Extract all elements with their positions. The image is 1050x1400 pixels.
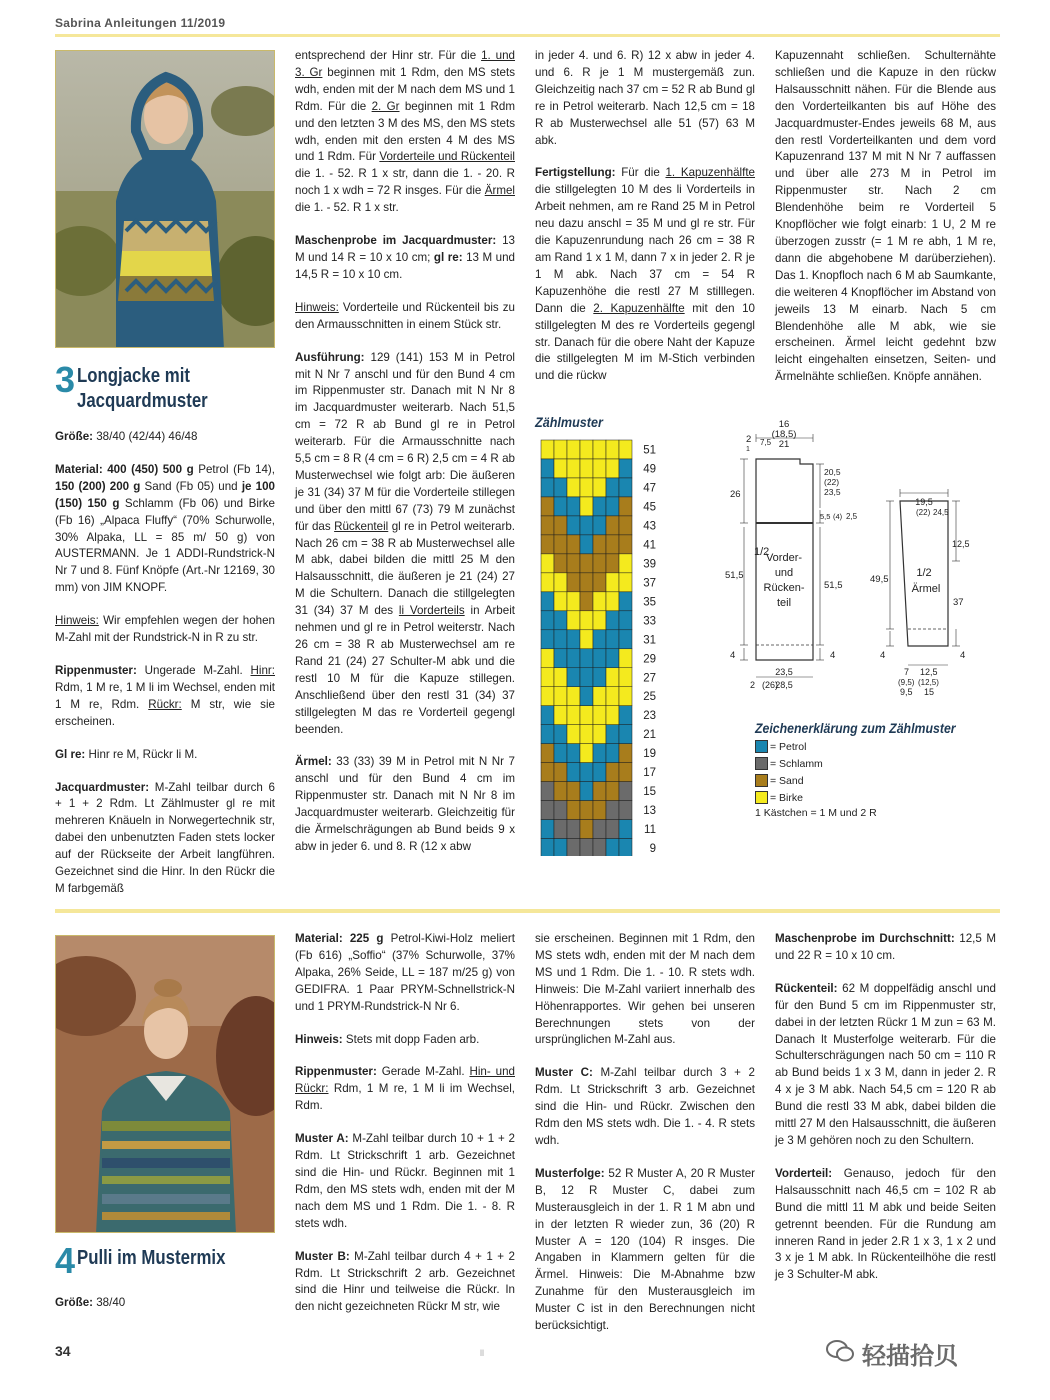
section-divider	[55, 909, 1000, 913]
chart-cell	[619, 611, 632, 630]
chart-cell	[593, 611, 606, 630]
chart-cell	[619, 630, 632, 649]
chart-row-label: 23	[643, 710, 656, 723]
p3-col2-paragraph: entsprechend der Hinr str. Für die 1. und 3. Gr beginnen mit 1 Rdm, den MS stets wdh, enden mit der M nach dem MS und 1 Rdm. Für die 2. Gr beginnen mit 1 Rdm und den letzten 3 M des MS, den MS stets wdh, enden mit den ersten 4 M des MS und 1 Rdm. Für Vorderteile und Rückenteil die 1. - 52. R 1 x str, dann die 1. - 20. R noch 1 x wdh = 72 R insges. Für die Ärmel die 1. - 52. R 1 x str.	[295, 49, 516, 215]
chart-cell	[593, 459, 606, 478]
chart-cell	[567, 440, 580, 459]
chart-cell	[541, 592, 554, 611]
chart-cell	[541, 687, 554, 706]
chart-cell	[619, 592, 632, 611]
chart-row-label: 17	[643, 767, 656, 780]
chart-cell	[593, 535, 606, 554]
chart-cell	[567, 592, 580, 611]
chart-cell	[606, 801, 619, 820]
dim-24-5: 24,5	[933, 508, 949, 517]
p4-col2-paragraph: Muster A: M-Zahl teilbar durch 10 + 1 + 2 Rdm. Lt Strickschrift 1 arb. Gezeichnet sind die Hin- und Rückr. Beginnen mit 1 Rdm, den MS stets wdh, enden mit der M nach dem MS und 1 Rdm. Die 1. - 8. R stets wdh.	[295, 1132, 515, 1230]
chart-row-label: 19	[643, 748, 656, 761]
chart-cell	[580, 839, 593, 856]
chart-cell	[593, 554, 606, 573]
chart-cell	[554, 440, 567, 459]
chart-cell	[606, 649, 619, 668]
legend-swatch	[755, 774, 768, 787]
dim-4: (4)	[833, 512, 843, 521]
dim-5-5: 5,5	[820, 512, 831, 521]
chart-cell	[580, 630, 593, 649]
project3-title-line2: Jacquardmuster	[77, 390, 208, 412]
legend-item	[755, 774, 804, 787]
chart-cell	[606, 535, 619, 554]
chart-cell	[554, 478, 567, 497]
chart-cell	[593, 630, 606, 649]
chart-cell	[606, 573, 619, 592]
chart-cell	[619, 459, 632, 478]
chart-cell	[606, 744, 619, 763]
chart-cell	[554, 573, 567, 592]
chart-cell	[593, 497, 606, 516]
body-label-4: Rücken-	[763, 582, 805, 594]
chart-cell	[580, 459, 593, 478]
chart-row-label: 31	[643, 634, 656, 647]
chart-cell	[554, 725, 567, 744]
chart-cell	[541, 668, 554, 687]
dim-23-5-bottom: 23,5	[775, 667, 793, 677]
chart-cell	[554, 592, 567, 611]
p4-col2-paragraph: Muster B: M-Zahl teilbar durch 4 + 1 + 2 Rdm. Lt Strickschrift 2 arb. Gezeichnet sind die Hinr und teilweise die Rückr. In den nicht gezeichneten Rückr M str, wie	[295, 1249, 515, 1314]
chart-cell	[606, 611, 619, 630]
legend-label: = Schlamm	[770, 757, 823, 770]
colour-chart	[535, 436, 685, 856]
p3-col4-paragraph: Kapuzennaht schließen. Schulternähte schließen und die Kapuze in den rückw Halsausschnitt nähen. Für die Blende aus den Vorderteilkanten bis auf Höhe des Jacquardmuster-Endes jeweils 68 M, aus den restl Vorderteilkanten und dem vord Kapuzenrand 137 M mit N Nr 7 auffassen und über alle 273 M in Petrol im Rippenmuster str. Nach 2 cm Blendenhöhe beim re Vorderteil 5 Knopflöcher wie folgt einarb: 1 U, 2 M re überzogen zusstr (= 1 M re abh, 1 M re, dann die abgehobene M darüberziehen). Das 1. Knopfloch nach 6 M ab Saumkante, die weiteren 4 Knopflöcher im Abstand von jeweils 13 M einarb. Nach 5 cm Blendenhöhe alle M abk, wie sie erscheinen. Ärmel leicht gedehnt bzw leicht eingehalten einsetzen, Seiten- und Ärmelnähte schließen. Knöpfe annähen.	[775, 49, 996, 384]
chart-cell	[541, 497, 554, 516]
watermark: 轻描拾贝	[862, 1342, 958, 1370]
dim-21: 21	[778, 439, 790, 450]
chart-cell	[567, 535, 580, 554]
dim-4-right: 4	[830, 650, 836, 661]
p4-col4-paragraph: Rückenteil: 62 M doppelfädig anschl und für den Bund 5 cm im Rippenmuster str, dabei in der letzten Rückr 1 M zun = 63 M. Danach lt Musterfolge weiterarb. Für die Schulterschrägungen nach 50 cm = 110 R ab Bund beids 1 x 3 M, dann in jeder 2. R 4 x je 3 M abk. Nach 54,5 cm = 120 R ab Bund die restl 33 M abk, dabei bilden die mittl 27 M den Halsausschnitt, die äußeren je 3 M gehören noch zu den Schultern.	[775, 981, 996, 1147]
chart-cell	[619, 649, 632, 668]
dim-9-5-paren: (9,5)	[898, 678, 915, 687]
chart-row-label: 39	[643, 558, 656, 571]
chart-cell	[580, 535, 593, 554]
legend-item	[755, 740, 806, 753]
chart-cell	[567, 554, 580, 573]
chart-cell	[554, 668, 567, 687]
p3-col3-paragraph: in jeder 4. und 6. R) 12 x abw in jeder 4. und 6. R je 1 M mustergemäß zun. Gleichzeitig nach 37 cm = 52 R ab Bund gl re in Petrol weiterarb. Nach 12,5 cm = 18 R ab Musterwechsel alle 51 (57) 63 M abk.	[535, 49, 755, 147]
project4-size	[55, 1295, 275, 1312]
chart-cell	[593, 573, 606, 592]
footer-center-mark: ll	[480, 1348, 484, 1358]
chart-cell	[541, 535, 554, 554]
chart-cell	[593, 478, 606, 497]
garment-schematic	[720, 415, 980, 705]
chart-cell	[554, 706, 567, 725]
chart-cell	[593, 801, 606, 820]
chart-cell	[593, 839, 606, 856]
legend-label: = Sand	[770, 774, 804, 787]
p3-col1-paragraph: Jacquardmuster: M-Zahl teilbar durch 6 + 1 + 2 Rdm. Lt Zählmuster gl re mit mehreren Knäueln in Norwegertechnik str, dabei den unbenutzten Faden stets locker auf der Rückseite der Arbeit langführen. Gezeichnet sind die Hinr. In den Rückr die M farbgemäß	[55, 780, 275, 895]
legend-note: 1 Kästchen = 1 M und 2 R	[755, 807, 877, 819]
sleeve-label-2: Ärmel	[911, 583, 941, 595]
dim-2-bottom: 2	[750, 680, 756, 690]
dim-4-sleeve-left: 4	[880, 650, 886, 661]
chart-cell	[541, 782, 554, 801]
chart-cell	[567, 839, 580, 856]
chart-cell	[619, 440, 632, 459]
chart-cell	[593, 687, 606, 706]
chart-cell	[606, 630, 619, 649]
chart-cell	[554, 744, 567, 763]
chart-cell	[593, 440, 606, 459]
body-label-3: und	[774, 567, 794, 579]
dim-12-5: 12,5	[952, 539, 970, 549]
chart-cell	[567, 744, 580, 763]
chart-cell	[554, 820, 567, 839]
chart-cell	[541, 744, 554, 763]
legend-item	[755, 791, 803, 804]
project3-photo	[55, 50, 275, 348]
chart-cell	[580, 763, 593, 782]
chart-row-label: 47	[643, 482, 656, 495]
chart-cell	[567, 801, 580, 820]
chart-cell	[619, 497, 632, 516]
chart-cell	[580, 706, 593, 725]
magazine-header: Sabrina Anleitungen 11/2019	[55, 16, 226, 30]
dim-26: 26	[730, 489, 741, 500]
chart-cell	[606, 820, 619, 839]
chart-cell	[606, 725, 619, 744]
chart-cell	[606, 592, 619, 611]
legend-label: = Birke	[770, 791, 803, 804]
chart-cell	[554, 497, 567, 516]
chart-cell	[606, 459, 619, 478]
chart-cell	[619, 478, 632, 497]
chart-cell	[567, 687, 580, 706]
chart-cell	[554, 801, 567, 820]
chart-cell	[567, 459, 580, 478]
chart-cell	[580, 668, 593, 687]
chart-cell	[619, 839, 632, 856]
dim-16: 16	[778, 419, 790, 430]
chart-row-label: 27	[643, 672, 656, 685]
chart-cell	[619, 668, 632, 687]
page-number: 34	[55, 1343, 71, 1359]
body-label-2: Vorder-	[765, 552, 803, 564]
dim-12-5-bottom: 12,5	[920, 667, 938, 677]
chart-title: Zählmuster	[535, 414, 603, 430]
chart-cell	[541, 839, 554, 856]
chart-cell	[580, 782, 593, 801]
chart-cell	[580, 573, 593, 592]
chart-cell	[606, 782, 619, 801]
chart-cell	[580, 440, 593, 459]
p3-col1-paragraph: Material: 400 (450) 500 g Petrol (Fb 14), 150 (200) 200 g Sand (Fb 05) und je 100 (150) 150 g Schlamm (Fb 06) und Birke (Fb 16) „Alpaca Fluffy“ (70% Schurwolle, 30% Alpaka, LL = 85 m/ 50 g) von AUSTERMANN. Je 1 ADDI-Rundstrick-N Nr 7 und 8. Fünf Knöpfe (Art.-Nr 12169, 30 mm) von JIM KNOPF.	[55, 462, 276, 595]
chart-cell	[593, 649, 606, 668]
project4-column-3	[535, 931, 755, 1335]
chart-cell	[580, 497, 593, 516]
chart-row-label: 29	[643, 653, 656, 666]
project4-size-text: Größe: 38/40	[55, 1296, 126, 1309]
chart-row-label: 33	[643, 615, 656, 628]
chart-cell	[619, 687, 632, 706]
project4-number: 4	[55, 1240, 76, 1281]
header-divider	[55, 34, 1000, 37]
legend-item	[755, 757, 823, 770]
chart-cell	[619, 535, 632, 554]
chart-cell	[541, 611, 554, 630]
project3-column-4	[775, 48, 996, 386]
chart-cell	[580, 592, 593, 611]
dim-26-bottom: (26)	[762, 680, 779, 690]
p3-col2-paragraph: Hinweis: Vorderteile und Rückenteil bis zu den Armausschnitten in einem Stück str.	[295, 300, 515, 331]
p4-col3-paragraph: Muster C: M-Zahl teilbar durch 3 + 2 Rdm. Lt Strickschrift 3 arb. Gezeichnet sind die Hin- und Rückr. Zwischen den Rdm den MS stets wdh. Die 1. - 4. R stets wdh.	[535, 1066, 755, 1147]
chart-cell	[606, 497, 619, 516]
chart-cell	[619, 744, 632, 763]
chart-cell	[541, 573, 554, 592]
p4-col4-paragraph: Maschenprobe im Durchschnitt: 12,5 M und 22 R = 10 x 10 cm.	[775, 932, 997, 962]
chart-cell	[606, 763, 619, 782]
chart-cell	[580, 554, 593, 573]
dim-22-sleeve: (22)	[916, 508, 931, 517]
chart-cell	[606, 668, 619, 687]
sleeve-label-1: 1/2	[916, 567, 932, 579]
chart-row-label: 43	[643, 520, 656, 533]
chart-cell	[567, 611, 580, 630]
chart-cell	[541, 725, 554, 744]
chart-cell	[554, 763, 567, 782]
project3-title-line1: Longjacke mit	[77, 365, 190, 387]
dim-15: 15	[924, 687, 935, 697]
chart-cell	[593, 668, 606, 687]
chart-cell	[593, 592, 606, 611]
p3-col1-paragraph: Rippenmuster: Ungerade M-Zahl. Hinr: Rdm, 1 M re, 1 M li im Wechsel, enden mit 1 M re, Rdm. Rückr: M str, wie sie erscheinen.	[55, 663, 275, 728]
project3-column-3	[535, 48, 755, 385]
chart-row-label: 51	[643, 444, 656, 457]
chart-cell	[593, 744, 606, 763]
chart-cell	[619, 554, 632, 573]
chart-cell	[580, 649, 593, 668]
chart-cell	[567, 516, 580, 535]
p3-col2-paragraph: Ärmel: 33 (33) 39 M in Petrol mit N Nr 7 anschl und für den Bund 4 cm im Rippenmuster str. Danach mit N Nr 8 im Jacquardmuster weiterarb. Gleichzeitig für die Ärmelschrägungen ab Bund beids 9 x abw in jeder 6. und 8. R (12 x abw	[295, 755, 515, 853]
dim-7-5: 7,5	[760, 438, 772, 447]
legend-label: = Petrol	[770, 740, 807, 753]
chart-cell	[567, 649, 580, 668]
p3-col3-paragraph: Fertigstellung: Für die 1. Kapuzenhälfte die stillgelegten 10 M des li Vorderteils in Arbeit nehmen, am re Rand 25 M in Petrol neu dazu anschl = 35 M und gl re str. Für die Kapuzenrundung nach 26 cm = 38 R am Rand 1 x 1 M, dann 7 x in jeder 2. R je 1 M abk. Nach 37 cm = 54 R Kapuzenhöhe die restl 27 M stilllegen. Dann die 2. Kapuzenhälfte mit den 10 stillgelegten M des re Vorderteils gegengl str. Danach für die obere Naht der Kapuze die stillgelegten M im M-Stich verbinden und die rückw	[535, 166, 755, 383]
chart-cell	[593, 725, 606, 744]
dim-22: (22)	[824, 477, 840, 487]
p4-col3-paragraph: sie erscheinen. Beginnen mit 1 Rdm, den MS stets wdh, enden mit der M nach dem MS und 1 Rdm. Die 1. - 10. R stets wdh. Hinweis: Die M-Zahl variiert innerhalb des Höhenrapportes. Wir gehen bei unseren Berechnungen stets von der ursprünglichen M-Zahl aus.	[535, 932, 755, 1047]
dim-1: 1	[746, 446, 750, 453]
chart-cell	[554, 535, 567, 554]
dim-37: 37	[953, 597, 964, 608]
chart-cell	[619, 516, 632, 535]
chart-cell	[619, 820, 632, 839]
p3-col2-paragraph: Maschenprobe im Jacquardmuster: 13 M und 14 R = 10 x 10 cm; gl re: 13 M und 14,5 R = 10 x 10 cm.	[295, 234, 515, 281]
chart-cell	[541, 478, 554, 497]
project4-column-4	[775, 931, 996, 1284]
chart-cell	[606, 839, 619, 856]
legend-title: Zeichenerklärung zum Zählmuster	[755, 720, 956, 736]
p3-col1-paragraph: Gl re: Hinr re M, Rückr li M.	[55, 747, 198, 761]
chart-cell	[619, 801, 632, 820]
chart-cell	[541, 763, 554, 782]
chart-cell	[606, 706, 619, 725]
chart-row-label: 49	[643, 463, 656, 476]
chart-cell	[567, 820, 580, 839]
chart-cell	[554, 459, 567, 478]
dim-2: 2	[746, 434, 752, 445]
chat-bubble-icon	[826, 1340, 854, 1362]
chart-cell	[554, 687, 567, 706]
chart-cell	[554, 630, 567, 649]
chart-cell	[606, 478, 619, 497]
chart-row-label: 21	[643, 729, 656, 742]
legend-swatch	[755, 791, 768, 804]
chart-cell	[567, 725, 580, 744]
chart-cell	[541, 649, 554, 668]
chart-cell	[606, 554, 619, 573]
dim-4-sleeve-right: 4	[960, 650, 966, 661]
chart-cell	[580, 687, 593, 706]
chart-cell	[580, 611, 593, 630]
chart-row-label: 15	[643, 786, 656, 799]
chart-cell	[554, 516, 567, 535]
p4-col4-paragraph: Vorderteil: Genauso, jedoch für den Halsausschnitt nach 46,5 cm = 102 R ab Bund die mittl 11 M abk und beide Seiten getrennt beenden. Für die Rundung am inneren Rand in jeder 2.R 1 x 3, 1 x 2 und 3 x je 1 M abk. In Rückenteilhöhe die restl je 3 Schulter-M abk.	[775, 1166, 996, 1282]
p3-col2-paragraph: Ausführung: 129 (141) 153 M in Petrol mit N Nr 7 anschl und für den Bund 4 cm im Rippenmuster str. Danach mit N Nr 8 im Jacquardmuster weiterarb. Nach 51,5 cm = 72 R ab Bund gl re in Petrol weiterarb. Für die Armausschnitte nach 5,5 cm = 8 R (4 cm = 6 R) 2,5 cm = 4 R ab Musterwechsel wie folgt arb: Die äußeren je 31 (34) 37 M für die Vorderteile stillegen und über den mittl 67 (73) 79 M zunächst für das Rückenteil gl re in Petrol weiterarb. Nach 26 cm = 38 R ab Musterwechsel alle M abk, dabei bilden die mittl 25 M den Halsausschnitt, die äußeren je 21 (24) 27 M die Schultern. Danach die stillgelegten 31 (34) 37 M des li Vorderteils in Arbeit nehmen und gl re in Petrol weiterstr. Nach 26 cm = 38 R ab Musterwechsel am re Rand 21 (24) 27 Schulter-M abk und die restl 10 M für die Kapuze stillegen. Anschließend über den restl 31 (34) 37 stillgelegten M das re Vorderteil gegengl beenden.	[295, 350, 515, 736]
chart-cell	[606, 440, 619, 459]
dim-7: 7	[904, 667, 910, 677]
chart-cell	[593, 763, 606, 782]
chart-cell	[619, 573, 632, 592]
chart-cell	[593, 782, 606, 801]
chart-cell	[567, 573, 580, 592]
chart-cell	[580, 725, 593, 744]
chart-cell	[554, 611, 567, 630]
chart-cell	[541, 440, 554, 459]
dim-51-5-left: 51,5	[725, 570, 744, 581]
chart-cell	[541, 554, 554, 573]
chart-cell	[619, 706, 632, 725]
chart-cell	[541, 516, 554, 535]
chart-cell	[541, 801, 554, 820]
chart-cell	[580, 801, 593, 820]
chart-row-label: 25	[643, 691, 656, 704]
chart-row-label: 45	[643, 501, 656, 514]
dim-12-5-paren: (12,5)	[918, 678, 939, 687]
dim-2-5: 2,5	[846, 512, 858, 521]
p3-col1-paragraph: Größe: 38/40 (42/44) 46/48	[55, 430, 198, 443]
chart-row-label: 9	[649, 843, 656, 856]
p3-col1-paragraph: Hinweis: Wir empfehlen wegen der hohen M-Zahl mit der Rundstrick-N in R zu str.	[55, 614, 275, 645]
chart-cell	[554, 649, 567, 668]
dim-28-5: 28,5	[775, 680, 793, 690]
chart-cell	[593, 516, 606, 535]
project4-column-2	[295, 931, 515, 1316]
chart-row-label: 35	[643, 596, 656, 609]
body-label-1: 1/2	[754, 546, 770, 558]
chart-cell	[541, 459, 554, 478]
dim-49-5: 49,5	[870, 574, 889, 585]
chart-cell	[580, 744, 593, 763]
chart-row-label: 13	[643, 805, 656, 818]
chart-cell	[554, 554, 567, 573]
chart-cell	[554, 839, 567, 856]
chart-cell	[541, 706, 554, 725]
chart-cell	[606, 516, 619, 535]
chart-cell	[567, 782, 580, 801]
chart-cell	[593, 820, 606, 839]
project3-column-2	[295, 48, 515, 856]
legend-swatch	[755, 757, 768, 770]
chart-cell	[580, 820, 593, 839]
p4-col2-paragraph: Hinweis: Stets mit dopp Faden arb.	[295, 1032, 480, 1046]
dim-23-5: 23,5	[824, 487, 841, 497]
chart-row-label: 41	[643, 539, 656, 552]
chart-cell	[541, 820, 554, 839]
dim-4-left: 4	[730, 650, 736, 661]
dim-19-5: 19,5	[915, 497, 933, 507]
chart-cell	[619, 782, 632, 801]
dim-51-5-right: 51,5	[824, 580, 843, 591]
chart-cell	[580, 516, 593, 535]
chart-cell	[567, 668, 580, 687]
chart-row-label: 11	[644, 824, 656, 837]
chart-cell	[606, 687, 619, 706]
chart-cell	[619, 725, 632, 744]
chart-cell	[580, 478, 593, 497]
chart-cell	[567, 763, 580, 782]
chart-cell	[567, 497, 580, 516]
chart-cell	[619, 763, 632, 782]
p4-col3-paragraph: Musterfolge: 52 R Muster A, 20 R Muster B, 12 R Muster C, dabei zum Musterausgleich in der 1. R 1 M abn und in der letzten R wieder zun, 36 (20) R Muster A = 120 (104) R insges. Die Angaben in Klammern gelten für die Ärmel. Hinweis: Die M-Abnahme bzw Zunahme für den Musterausgleich im Muster C ist in den Berechnungen nicht berücksichtigt.	[535, 1166, 755, 1333]
project4-photo	[55, 935, 275, 1233]
project4-title: Pulli im Mustermix	[77, 1247, 226, 1269]
chart-cell	[567, 706, 580, 725]
chart-cell	[593, 706, 606, 725]
chart-cell	[567, 630, 580, 649]
chart-cell	[567, 478, 580, 497]
body-label-5: teil	[776, 597, 792, 609]
chart-cell	[541, 630, 554, 649]
p4-col2-paragraph: Rippenmuster: Gerade M-Zahl. Hin- und Rückr: Rdm, 1 M re, 1 M li im Wechsel, Rdm.	[295, 1065, 515, 1113]
dim-9-5: 9,5	[900, 687, 913, 697]
legend-swatch	[755, 740, 768, 753]
chart-row-label: 37	[643, 577, 656, 590]
p4-col2-paragraph: Material: 225 g Petrol-Kiwi-Holz meliert (Fb 616) „Soffio“ (37% Schurwolle, 37% Alpaka, 26% Seide, LL = 187 m/25 g) von GEDIFRA. 1 Paar PRYM-Schnellstrick-N und 1 PRYM-Rundstrick-N Nr 6.	[295, 932, 516, 1013]
dim-20-5: 20,5	[824, 467, 841, 477]
dim-18-5: (18,5)	[771, 429, 797, 440]
project3-column-1	[55, 429, 275, 898]
chart-cell	[554, 782, 567, 801]
project3-number: 3	[55, 359, 76, 400]
